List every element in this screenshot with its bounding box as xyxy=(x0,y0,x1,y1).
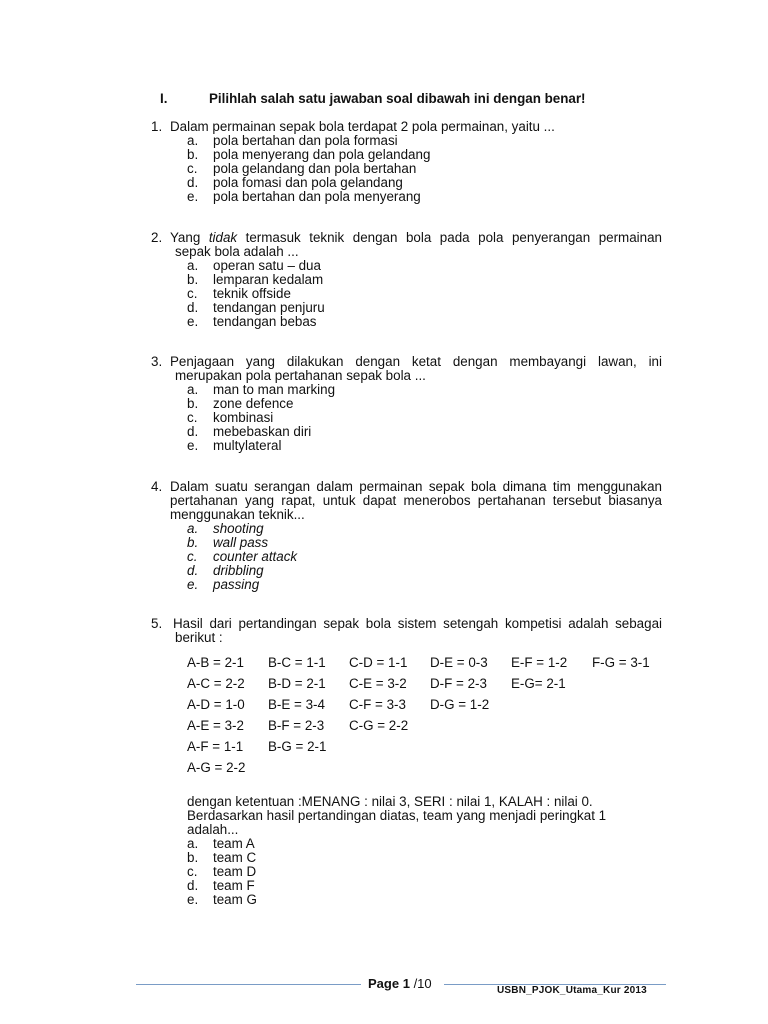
results-row xyxy=(187,719,673,740)
option-e: e. team G xyxy=(187,892,257,907)
option-c: c. teknik offside xyxy=(187,286,291,301)
option-d: d. team F xyxy=(187,878,255,893)
options-list xyxy=(187,522,662,592)
result-cell: B-E = 3-4 xyxy=(268,697,325,712)
emphasis-text: tidak xyxy=(208,230,238,245)
result-cell: E-F = 1-2 xyxy=(511,655,568,670)
result-cell: B-G = 2-1 xyxy=(268,739,327,754)
question-5 xyxy=(151,617,662,645)
option-a: a. shooting xyxy=(187,521,264,536)
result-cell: B-C = 1-1 xyxy=(268,655,326,670)
question-text-cont: merupakan pola pertahanan sepak bola ... xyxy=(175,368,426,383)
result-cell: C-G = 2-2 xyxy=(349,718,409,733)
result-cell: A-B = 2-1 xyxy=(187,655,244,670)
section-title: Pilihlah salah satu jawaban soal dibawah ini dengan benar! xyxy=(209,91,586,106)
scoring-rules: dengan ketentuan :MENANG : nilai 3, SERI : nilai 1, KALAH : nilai 0. xyxy=(187,794,593,809)
option-b: b. lemparan kedalam xyxy=(187,272,324,287)
results-row xyxy=(187,761,673,782)
question-text: Yang tidak termasuk teknik dengan bola pada pola penyerangan permainan xyxy=(170,230,662,245)
question-text: Dalam permainan sepak bola terdapat 2 pola permainan, yaitu ... xyxy=(170,119,555,134)
result-cell: B-F = 2-3 xyxy=(268,718,325,733)
result-cell: B-D = 2-1 xyxy=(268,676,326,691)
option-d: d. pola fomasi dan pola gelandang xyxy=(187,175,403,190)
question-number: 5. xyxy=(151,616,163,631)
result-cell: A-G = 2-2 xyxy=(187,760,246,775)
option-b: b. team C xyxy=(187,850,257,865)
result-cell: E-G= 2-1 xyxy=(511,676,566,691)
results-row xyxy=(187,656,673,677)
document-code: USBN_PJOK_Utama_Kur 2013 xyxy=(497,985,647,996)
result-cell: A-F = 1-1 xyxy=(187,739,244,754)
option-b: b. pola menyerang dan pola gelandang xyxy=(187,147,431,162)
option-e: e. passing xyxy=(187,577,260,592)
result-cell: C-D = 1-1 xyxy=(349,655,408,670)
result-cell: C-E = 3-2 xyxy=(349,676,407,691)
option-a: a. man to man marking xyxy=(187,382,336,397)
option-c: c. pola gelandang dan pola bertahan xyxy=(187,161,417,176)
footer-divider-left xyxy=(136,984,361,985)
question-number: 2. xyxy=(151,230,163,245)
page-number: Page 1 /10 xyxy=(368,976,432,991)
option-a: a. team A xyxy=(187,836,255,851)
results-row xyxy=(187,698,673,719)
question-text-line: Berdasarkan hasil pertandingan diatas, team yang menjadi peringkat 1 xyxy=(187,808,607,823)
question-text: Hasil dari pertandingan sepak bola sistem setengah kompetisi adalah sebagai xyxy=(173,616,662,631)
option-c: c. team D xyxy=(187,864,257,879)
option-a: a. pola bertahan dan pola formasi xyxy=(187,133,398,148)
question-number: 4. xyxy=(151,479,163,494)
option-c: c. kombinasi xyxy=(187,410,274,425)
question-4 xyxy=(151,480,662,592)
question-text: Penjagaan yang dilakukan dengan ketat dengan membayangi lawan, ini xyxy=(170,354,662,369)
result-cell: C-F = 3-3 xyxy=(349,697,406,712)
option-e: e. pola bertahan dan pola menyerang xyxy=(187,189,421,204)
question-text-cont: sepak bola adalah ... xyxy=(175,244,299,259)
question-number: 1. xyxy=(151,119,163,134)
option-d: d. dribbling xyxy=(187,563,264,578)
result-cell: F-G = 3-1 xyxy=(592,655,650,670)
question-text-cont: berikut : xyxy=(175,630,223,645)
option-b: b. zone defence xyxy=(187,396,294,411)
options-list xyxy=(187,837,257,907)
option-e: e. tendangan bebas xyxy=(187,314,317,329)
result-cell: D-E = 0-3 xyxy=(430,655,488,670)
result-cell: D-F = 2-3 xyxy=(430,676,487,691)
options-list xyxy=(187,134,662,204)
results-row xyxy=(187,677,673,698)
option-d: d. mebebaskan diri xyxy=(187,424,312,439)
question-number: 3. xyxy=(151,354,163,369)
option-a: a. operan satu – dua xyxy=(187,258,321,273)
option-c: c. counter attack xyxy=(187,549,298,564)
option-b: b. wall pass xyxy=(187,535,269,550)
options-list xyxy=(187,383,662,453)
question-text: Dalam suatu serangan dalam permainan sepak bola dimana tim menggunakan pertahanan yang rapat, untuk dapat menerobos pertahanan tersebut biasanya menggunakan teknik... xyxy=(170,479,662,522)
option-e: e. multylateral xyxy=(187,438,282,453)
question-1 xyxy=(151,120,662,204)
result-cell: A-E = 3-2 xyxy=(187,718,244,733)
match-results-table xyxy=(187,656,673,782)
question-3 xyxy=(151,355,662,453)
results-row xyxy=(187,740,673,761)
question-2 xyxy=(151,231,662,329)
options-list xyxy=(187,259,662,329)
result-cell: A-C = 2-2 xyxy=(187,676,245,691)
result-cell: A-D = 1-0 xyxy=(187,697,245,712)
question-text-line: adalah... xyxy=(187,822,239,837)
option-d: d. tendangan penjuru xyxy=(187,300,325,315)
section-number: I. xyxy=(160,91,168,106)
result-cell: D-G = 1-2 xyxy=(430,697,490,712)
